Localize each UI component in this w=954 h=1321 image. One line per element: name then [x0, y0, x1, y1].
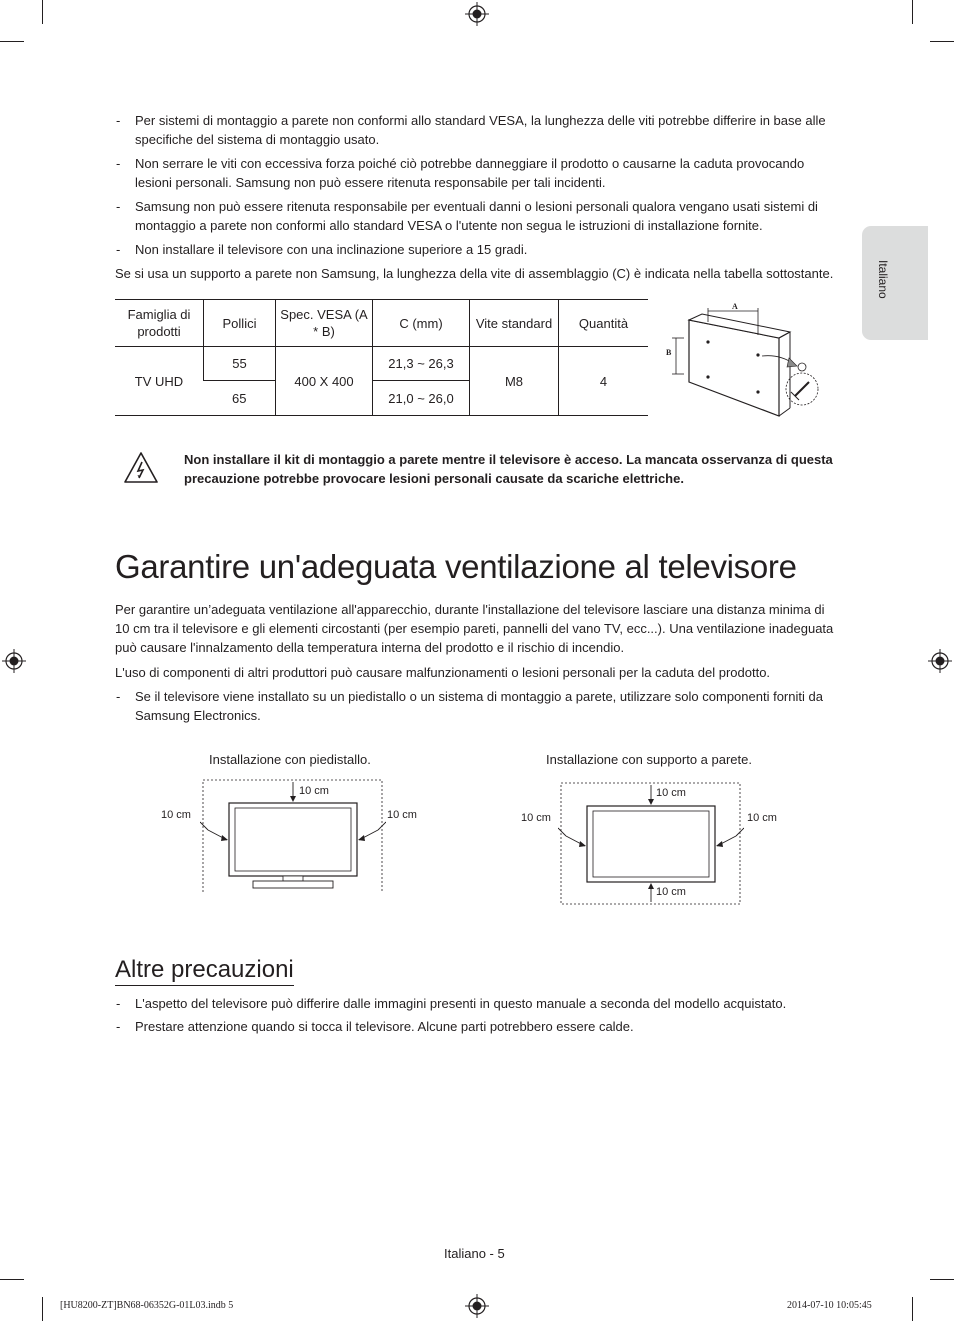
electric-shock-warning-icon — [123, 451, 159, 485]
wall-install-caption: Installazione con supporto a parete. — [546, 752, 752, 767]
table-header-cell: Quantità — [559, 300, 649, 347]
dimension-b-label: B — [666, 348, 672, 357]
crop-mark — [0, 41, 24, 42]
table-cell-c: 21,3 ~ 26,3 — [373, 347, 470, 381]
wall-mount-diagram — [662, 300, 832, 420]
list-item: - Non serrare le viti con eccessiva forza poiché ciò potrebbe danneggiare il prodotto o causarne la caduta provocando lesioni personali. Samsung non può essere ritenuta responsabile per tali incidenti. — [116, 156, 805, 190]
registration-mark-icon — [465, 2, 489, 26]
stand-top-distance-label: 10 cm — [299, 785, 329, 797]
table-row — [115, 347, 648, 381]
table-header-row — [115, 300, 648, 347]
table-cell-screw: M8 — [470, 347, 559, 416]
print-file-info: [HU8200-ZT]BN68-06352G-01L03.indb 5 — [60, 1300, 234, 1311]
stand-left-distance-label: 10 cm — [161, 809, 191, 821]
wall-bottom-distance-label: 10 cm — [656, 886, 686, 898]
table-header-cell: Famiglia di prodotti — [115, 300, 204, 347]
list-item: - Non installare il televisore con una inclinazione superiore a 15 gradi. — [116, 242, 528, 257]
wall-top-distance-label: 10 cm — [656, 787, 686, 799]
crop-mark — [912, 1297, 913, 1321]
screw-spec-table — [115, 299, 648, 416]
crop-mark — [0, 1279, 24, 1280]
wall-install-diagram — [558, 780, 744, 907]
intro-paragraph: Se si usa un supporto a parete non Samsung, la lunghezza della vite di assemblaggio (C) è indicata nella tabella sottostante. — [115, 266, 834, 281]
table-cell-vesa: 400 X 400 — [276, 347, 373, 416]
table-cell-c: 21,0 ~ 26,0 — [373, 381, 470, 416]
list-item: - Samsung non può essere ritenuta responsabile per eventuali danni o lesioni personali qualora vengano usati sistemi di montaggio a parete non conformi allo standard VESA o l'utente non segua le istruzioni di installazione fornite. — [116, 199, 818, 233]
table-header-cell: C (mm) — [373, 300, 470, 347]
list-item: - L'aspetto del televisore può differire dalle immagini presenti in questo manuale a seconda del modello acquistato. — [116, 996, 787, 1011]
registration-mark-icon — [928, 649, 952, 673]
table-cell-inches: 65 — [204, 381, 276, 416]
table-cell-inches: 55 — [204, 347, 276, 381]
table-header-cell: Vite standard — [470, 300, 559, 347]
language-tab-label: Italiano — [876, 260, 890, 299]
table-header-cell: Spec. VESA (A * B) — [276, 300, 373, 347]
crop-mark — [930, 41, 954, 42]
language-tab — [862, 226, 928, 340]
registration-mark-icon — [2, 649, 26, 673]
crop-mark — [42, 1297, 43, 1321]
print-timestamp: 2014-07-10 10:05:45 — [787, 1300, 872, 1311]
page-number: Italiano - 5 — [444, 1246, 505, 1261]
list-item: - Prestare attenzione quando si tocca il televisore. Alcune parti potrebbero essere calde. — [116, 1019, 634, 1034]
table-cell-family: TV UHD — [115, 347, 204, 416]
section-title: Altre precauzioni — [115, 956, 294, 986]
ventilation-paragraph: Per garantire un’adeguata ventilazione all'apparecchio, durante l'installazione del televisore lasciare una distanza minima di 10 cm tra il televisore e gli elementi circostanti (per esempio pareti, pannelli del vano TV, ecc...). Una ventilazione inadeguata può causare l'innalzamento della temperatura interna del prodotto e il rischio di incendio. — [115, 602, 834, 655]
table-cell-quantity: 4 — [559, 347, 649, 416]
stand-right-distance-label: 10 cm — [387, 809, 417, 821]
crop-mark — [930, 1279, 954, 1280]
crop-mark — [912, 0, 913, 24]
list-item: - Per sistemi di montaggio a parete non conformi allo standard VESA, la lunghezza delle viti potrebbe differire in base alle specifiche del sistema di montaggio usato. — [116, 113, 826, 147]
ventilation-paragraph: L'uso di componenti di altri produttori può causare malfunzionamenti o lesioni personali per la caduta del prodotto. — [115, 665, 771, 680]
warning-text: Non installare il kit di montaggio a parete mentre il televisore è acceso. La mancata osservanza di questa precauzione potrebbe provocare lesioni personali causate da scariche elettriche. — [184, 452, 833, 486]
table-header-cell: Pollici — [204, 300, 276, 347]
stand-install-diagram — [200, 777, 386, 893]
stand-install-caption: Installazione con piedistallo. — [209, 752, 371, 767]
page-title: Garantire un'adeguata ventilazione al televisore — [115, 548, 797, 585]
list-item: - Se il televisore viene installato su un piedistallo o un sistema di montaggio a parete, utilizzare solo componenti forniti da Samsung Electronics. — [116, 689, 823, 723]
wall-left-distance-label: 10 cm — [521, 812, 551, 824]
wall-right-distance-label: 10 cm — [747, 812, 777, 824]
registration-mark-icon — [465, 1294, 489, 1318]
crop-mark — [42, 0, 43, 24]
dimension-a-label: A — [732, 302, 738, 311]
